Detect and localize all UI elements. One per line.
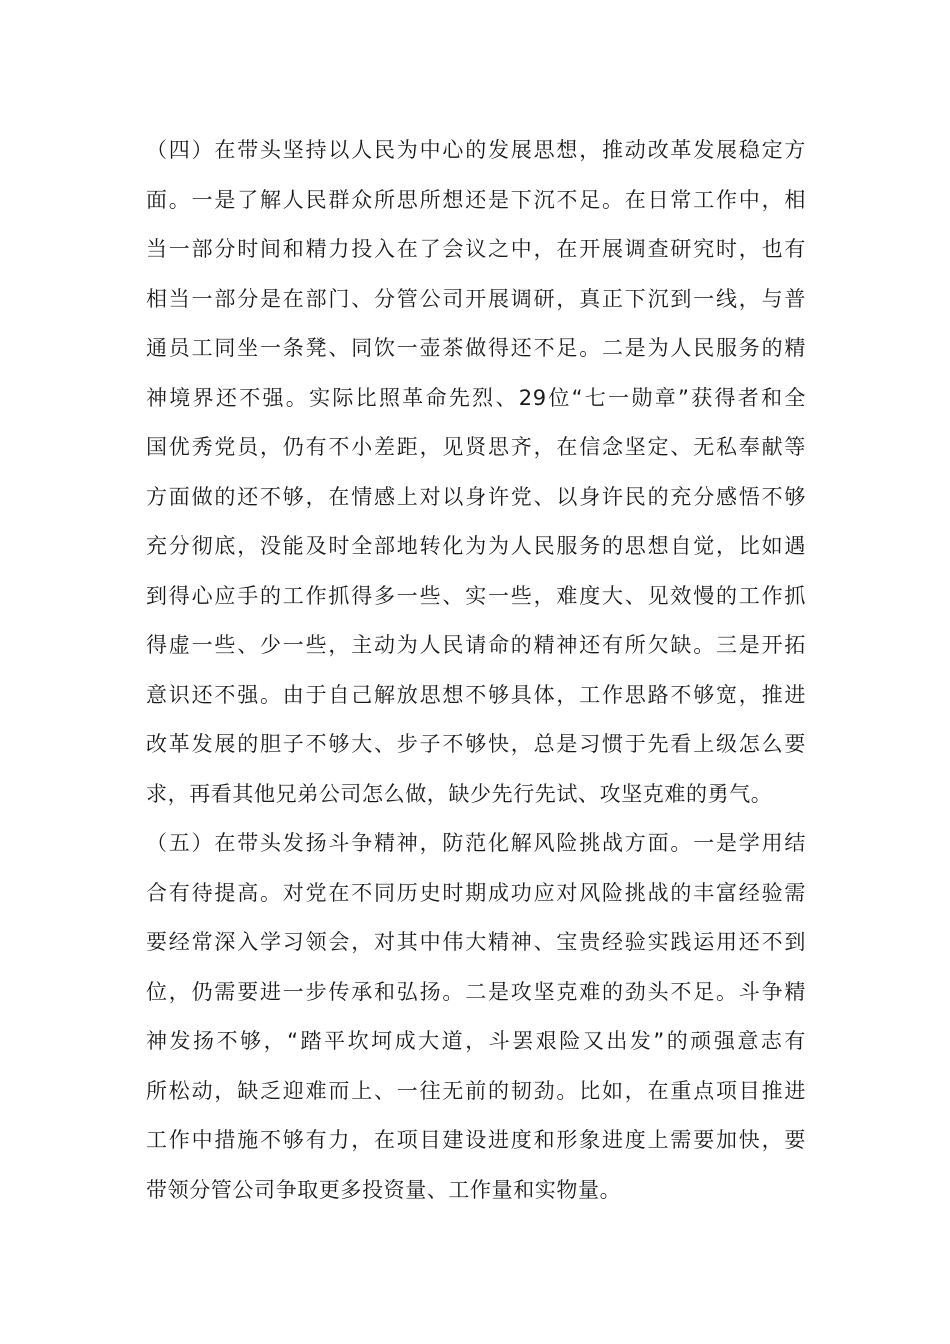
section-5-paragraph — [146, 819, 806, 1215]
text-line: 合有待提高。对党在不同历史时期成功应对风险挑战的丰富经验需 — [146, 880, 806, 905]
text-line: 得虚一些、少一些，主动为人民请命的精神还有所欠缺。三是开拓 — [146, 633, 806, 657]
text-line: 所松动，缺乏迎难而上、一往无前的韧劲。比如，在重点项目推进 — [146, 1078, 806, 1103]
text-line: 到得心应手的工作抓得多一些、实一些，难度大、见效慢的工作抓 — [146, 583, 806, 608]
text-line: 要经常深入学习领会，对其中伟大精神、宝贵经验实践运用还不到 — [146, 930, 806, 954]
text-line: 神发扬不够，“踏平坎坷成大道，斗罢艰险又出发”的顽强意志有 — [146, 1029, 806, 1053]
text-line: 改革发展的胆子不够大、步子不够快，总是习惯于先看上级怎么要 — [146, 732, 806, 756]
text-line: 带领分管公司争取更多投资量、工作量和实物量。 — [146, 1177, 622, 1202]
text-line: 神境界还不强。实际比照革命先烈、29位“七一勋章”获得者和全 — [146, 385, 806, 410]
text-line: 当一部分时间和精力投入在了会议之中，在开展调查研究时，也有 — [146, 237, 806, 261]
document-body — [146, 126, 806, 1215]
text-line: 工作中措施不够有力，在项目建设进度和形象进度上需要加快，要 — [146, 1128, 806, 1152]
text-line: （五）在带头发扬斗争精神，防范化解风险挑战方面。一是学用结 — [146, 831, 806, 855]
text-line: 求，再看其他兄弟公司怎么做，缺少先行先试、攻坚克难的勇气。 — [146, 781, 773, 806]
section-4-paragraph — [146, 126, 806, 819]
text-line: 方面做的还不够，在情感上对以身许党、以身许民的充分感悟不够 — [146, 484, 806, 509]
text-line: 国优秀党员，仍有不小差距，见贤思齐，在信念坚定、无私奉献等 — [146, 435, 806, 459]
text-line: （四）在带头坚持以人民为中心的发展思想，推动改革发展稳定方 — [146, 138, 806, 162]
text-line: 面。一是了解人民群众所思所想还是下沉不足。在日常工作中，相 — [146, 187, 806, 212]
text-line: 通员工同坐一条凳、同饮一壶茶做得还不足。二是为人民服务的精 — [146, 336, 806, 360]
text-line: 位，仍需要进一步传承和弘扬。二是攻坚克难的劲头不足。斗争精 — [146, 979, 806, 1004]
text-line: 意识还不强。由于自己解放思想不够具体，工作思路不够宽，推进 — [146, 682, 806, 707]
text-line: 相当一部分是在部门、分管公司开展调研，真正下沉到一线，与普 — [146, 286, 806, 311]
text-line: 充分彻底，没能及时全部地转化为为人民服务的思想自觉，比如遇 — [146, 534, 806, 558]
